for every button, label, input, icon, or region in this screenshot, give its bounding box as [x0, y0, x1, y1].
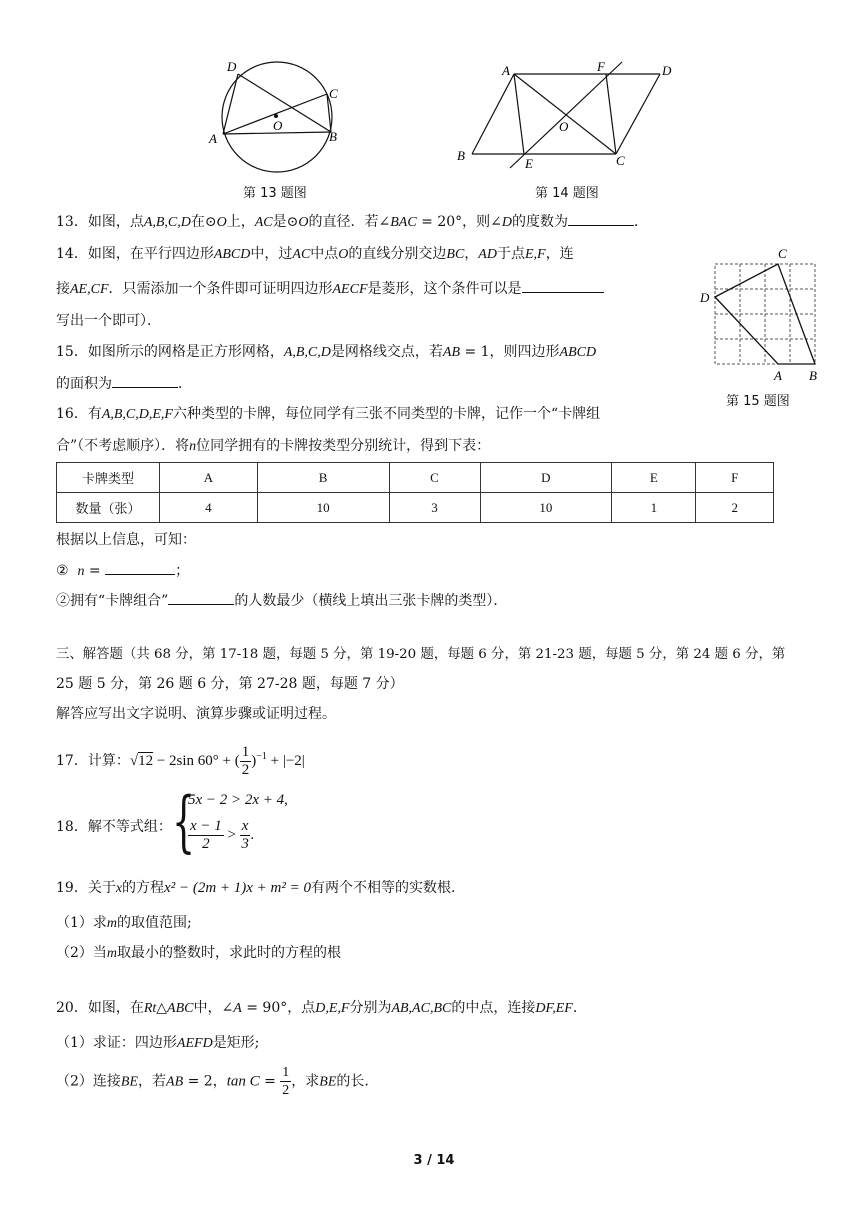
table-cell: 10 — [480, 493, 612, 523]
question-20: 20．如图，在Rt△ABC中，∠A = 90°，点D,E,F分别为AB,AC,BC的中点，连接DF,EF． — [56, 1000, 587, 1016]
answer-blank-15[interactable] — [112, 373, 178, 388]
page-number: 3 / 14 — [413, 1153, 455, 1168]
figure-13 — [200, 52, 360, 182]
answer-blank-16-1[interactable] — [105, 560, 175, 575]
question-15-line2: 的面积为 ． — [56, 373, 192, 394]
label-d: D — [227, 59, 237, 74]
segment-da — [223, 74, 238, 134]
question-19: 19．关于x的方程x² − (2m + 1)x + m² = 0有两个不相等的实数根. — [56, 880, 456, 896]
question-16-line1: 16．有A,B,C,D,E,F六种类型的卡牌，每位同学有三张不同类型的卡牌，记作一个“卡牌组 — [56, 406, 601, 422]
label-d: D — [700, 290, 710, 305]
seg-ae — [514, 74, 524, 154]
question-18 — [56, 783, 356, 864]
header-cell: F — [696, 463, 774, 493]
answer-blank-16-2[interactable] — [168, 590, 234, 605]
question-16-sub1: ② n = ； — [56, 560, 189, 582]
question-14-line1: 14．如图，在平行四边形ABCD中，过AC中点O的直线分别交边BC，AD于点E,F，连 — [56, 246, 574, 262]
card-table — [56, 462, 774, 523]
label-e: E — [525, 156, 533, 171]
header-cell: A — [160, 463, 258, 493]
row-label-cell: 数量（张） — [57, 493, 160, 523]
question-13: 13．如图，点A,B,C,D在⊙O上，AC是⊙O的直径．若∠BAC = 20°，则∠D的度数为 ． — [56, 211, 648, 233]
question-17: 17．计算：√12 − 2sin 60° + ( $\frac{1}{2}$ )$^{-1}$ + |−2| — [56, 744, 305, 779]
label-a: A — [502, 63, 510, 78]
label-f: F — [597, 59, 605, 74]
question-19-sub2: （2）当m取最小的整数时，求此时的方程的根 — [56, 945, 342, 961]
table-header-row — [57, 463, 774, 493]
inequality-2: $\frac{x - 1}{2}$ > $\frac{x}{3}$ . — [190, 818, 255, 852]
table-cell: 1 — [612, 493, 696, 523]
line-ef — [510, 62, 622, 168]
header-cell: B — [257, 463, 389, 493]
label-b: B — [329, 129, 337, 144]
question-16-line2: 合”（不考虑顺序）．将n位同学拥有的卡牌按类型分别统计，得到下表： — [56, 438, 491, 454]
section-3-instruction: 解答应写出文字说明、演算步骤或证明过程。 — [56, 706, 336, 722]
label-c: C — [616, 153, 625, 168]
diag-ac — [514, 74, 616, 154]
label-c: C — [778, 246, 787, 261]
side-ab — [472, 74, 514, 154]
caption-fig13: 第 13 题图 — [243, 186, 307, 201]
label-o: O — [559, 119, 569, 134]
table-cell: 2 — [696, 493, 774, 523]
question-20-sub2: （2）连接BE，若AB = 2，tan C = $\frac{1}{2}$ ，求BE的长. — [56, 1065, 369, 1098]
table-cell: 10 — [257, 493, 389, 523]
header-cell: C — [389, 463, 480, 493]
question-19-sub1: （1）求m的取值范围; — [56, 915, 192, 931]
caption-fig14: 第 14 题图 — [535, 186, 599, 201]
side-dc — [616, 74, 660, 154]
answer-blank-13[interactable] — [568, 211, 634, 226]
label-c: C — [329, 86, 338, 101]
figure-15 — [695, 242, 835, 382]
caption-fig15: 第 15 题图 — [726, 394, 790, 409]
header-cell: 卡牌类型 — [57, 463, 160, 493]
brace: { — [172, 783, 196, 860]
label-o: O — [273, 118, 283, 133]
figure-14 — [450, 58, 690, 178]
label-b: B — [457, 148, 465, 163]
question-16-sub2: ②拥有“卡牌组合” 的人数最少（横线上填出三张卡牌的类型）． — [56, 590, 507, 611]
question-20-sub1: （1）求证：四边形AEFD是矩形; — [56, 1035, 260, 1051]
table-cell: 3 — [389, 493, 480, 523]
label-b: B — [809, 368, 817, 382]
seg-cf — [606, 74, 616, 154]
table-cell: 4 — [160, 493, 258, 523]
section-3-heading-line2: 25 题 5 分，第 26 题 6 分，第 27-28 题，每题 7 分） — [56, 676, 404, 692]
question-15-line1: 15．如图所示的网格是正方形网格，A,B,C,D是网格线交点，若AB = 1，则四边形ABCD — [56, 344, 597, 360]
header-cell: D — [480, 463, 612, 493]
table-row — [57, 493, 774, 523]
question-18-prefix: 18．解不等式组： — [56, 819, 172, 835]
inequality-1: 5x − 2 > 2x + 4, — [188, 792, 288, 808]
question-16-after: 根据以上信息，可知： — [56, 532, 196, 548]
section-3-heading-line1: 三、解答题（共 68 分，第 17-18 题，每题 5 分，第 19-20 题，每题 6 分，第 21-23 题，每题 5 分，第 24 题 6 分，第 — [56, 647, 786, 662]
header-cell: E — [612, 463, 696, 493]
label-a: A — [774, 368, 782, 382]
answer-blank-14[interactable] — [522, 278, 604, 293]
label-a: A — [209, 131, 217, 146]
label-d: D — [662, 63, 672, 78]
question-14-line2: 接AE,CF．只需添加一个条件即可证明四边形AECF是菱形，这个条件可以是 — [56, 278, 604, 300]
question-14-line3: 写出一个即可）． — [56, 313, 161, 329]
